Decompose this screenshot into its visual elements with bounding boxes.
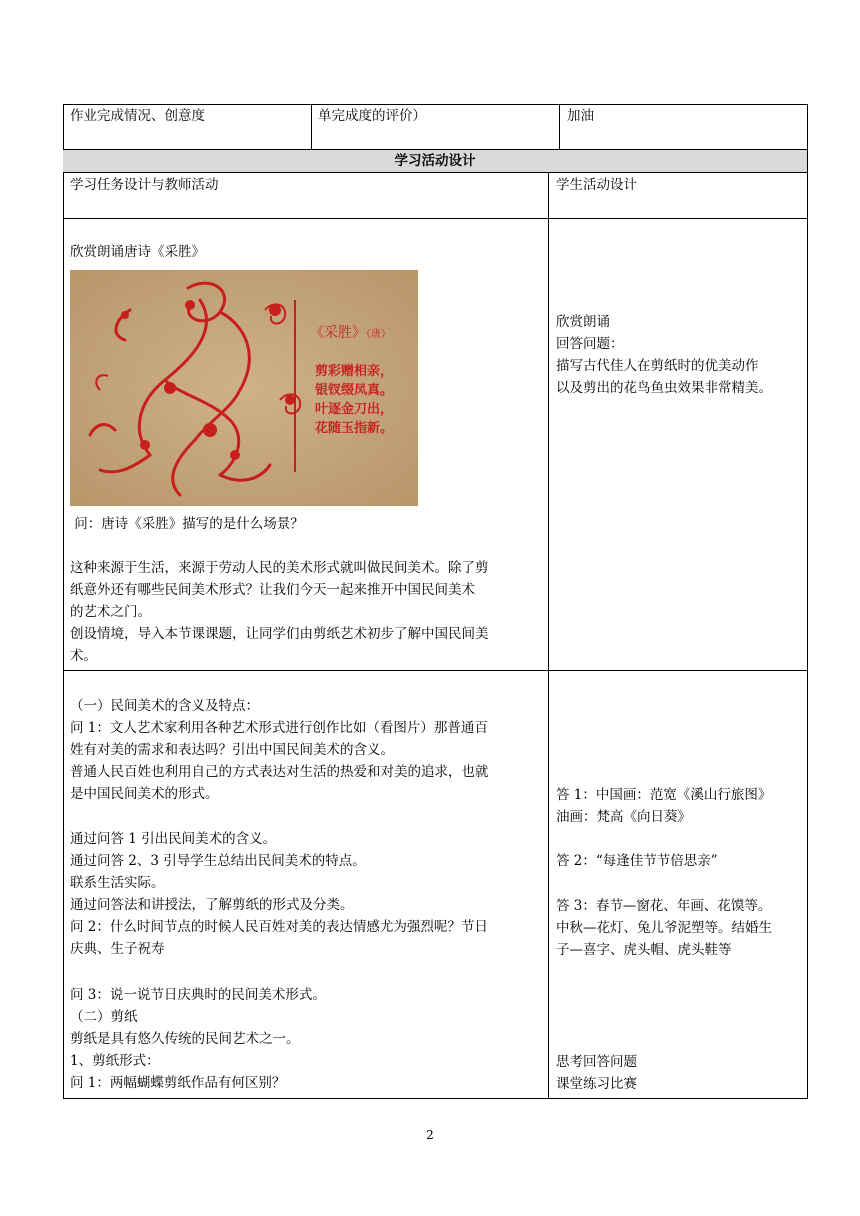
col-divider [548,172,549,1098]
paragraph-line: 纸意外还有哪些民间美术形式？让我们今天一起来推开中国民间美术 [70,582,475,598]
teacher-activity-line: 1、剪纸形式： [70,1053,160,1069]
poem-title [310,322,391,342]
paragraph-line: 术。 [70,648,97,664]
poem-line: 叶逐金刀出， [315,402,394,417]
poem-intro: 欣赏朗诵唐诗《采胜》 [70,244,205,260]
row-divider [63,670,808,671]
student-answer-line: 答 1：中国画：范宽《溪山行旅图》 [556,787,772,803]
student-activity-line: 描写古代佳人在剪纸时的优美动作 [556,358,759,374]
student-activity-line: 以及剪出的花鸟鱼虫效果非常精美。 [556,380,772,396]
row-divider [63,218,808,219]
teacher-activity-line: 通过问答 2、3 引导学生总结出民间美术的特点。 [70,853,366,869]
teacher-activity-line: 联系生活实际。 [70,875,165,891]
paragraph-line: 的艺术之门。 [70,604,151,620]
col-header-left: 学习任务设计与教师活动 [70,177,219,193]
top-row-cell-2: 单完成度的评价） [318,108,426,124]
student-answer-line: 答 3：春节—窗花、年画、花馍等。 [556,898,772,914]
student-answer-line: 油画：梵高《向日葵》 [556,809,691,825]
row-divider [63,172,808,173]
teacher-activity-line: 问 1：文人艺术家利用各种艺术形式进行创作比如（看图片）那普通百 [70,720,488,736]
teacher-activity-line: 庆典、生子祝寿 [70,941,165,957]
poem-author: （唐） [366,329,391,340]
teacher-activity-line: 问 2：什么时间节点的时候人民百姓对美的表达情感尤为强烈呢？节日 [70,919,488,935]
poem-line: 花随玉指新。 [315,421,394,436]
table-border-left [63,104,64,1099]
teacher-activity-line: 姓有对美的需求和表达吗？引出中国民间美术的含义。 [70,742,394,758]
paragraph-line: 创设情境，导入本节课课题，让同学们由剪纸艺术初步了解中国民间美 [70,626,489,642]
poem-paper-cut-image [70,270,418,506]
col-header-right: 学生活动设计 [556,177,637,193]
poem-question: 问：唐诗《采胜》描写的是什么场景？ [70,516,304,532]
teacher-activity-line: 剪纸是具有悠久传统的民间艺术之一。 [70,1031,300,1047]
student-activity-line: 回答问题： [556,336,624,352]
table-border-bottom [63,1098,808,1099]
top-row-cell-3: 加油 [567,108,594,124]
student-answer-line: 答 2：“每逢佳节节倍思亲” [556,853,718,869]
teacher-activity-line: 问 1：两幅蝴蝶剪纸作品有何区别？ [70,1075,286,1091]
poem-line: 剪彩赠相亲， [315,364,394,379]
poem-title-text: 《采胜》 [310,325,366,341]
page-number: 2 [426,1128,434,1142]
teacher-activity-line: 问 3：说一说节日庆典时的民间美术形式。 [70,987,326,1003]
table-border-top [63,104,808,105]
col-divider [311,104,312,150]
paragraph-line: 这种来源于生活，来源于劳动人民的美术形式就叫做民间美术。除了剪 [70,560,489,576]
student-answer-line: 中秋—花灯、兔儿爷泥塑等。结婚生 [556,920,772,936]
teacher-activity-line: 普通人民百姓也利用自己的方式表达对生活的热爱和对美的追求，也就 [70,764,489,780]
student-answer-line: 课堂练习比赛 [556,1076,637,1092]
teacher-activity-line: 通过问答 1 引出民间美术的含义。 [70,831,277,847]
teacher-activity-line: （二）剪纸 [70,1009,138,1025]
student-answer-line: 思考回答问题 [556,1054,637,1070]
poem-line: 银钗缀凤真。 [315,383,394,398]
col-divider [559,104,560,150]
student-answer-line: 子—喜字、虎头帽、虎头鞋等 [556,942,732,958]
table-border-right [807,104,808,1099]
top-row-cell-1: 作业完成情况、创意度 [70,108,205,124]
section-title: 学习活动设计 [394,153,476,169]
teacher-activity-line: （一）民间美术的含义及特点： [70,698,259,714]
student-activity-line: 欣赏朗诵 [556,314,610,330]
teacher-activity-line: 是中国民间美术的形式。 [70,786,219,802]
teacher-activity-line: 通过问答法和讲授法，了解剪纸的形式及分类。 [70,897,354,913]
